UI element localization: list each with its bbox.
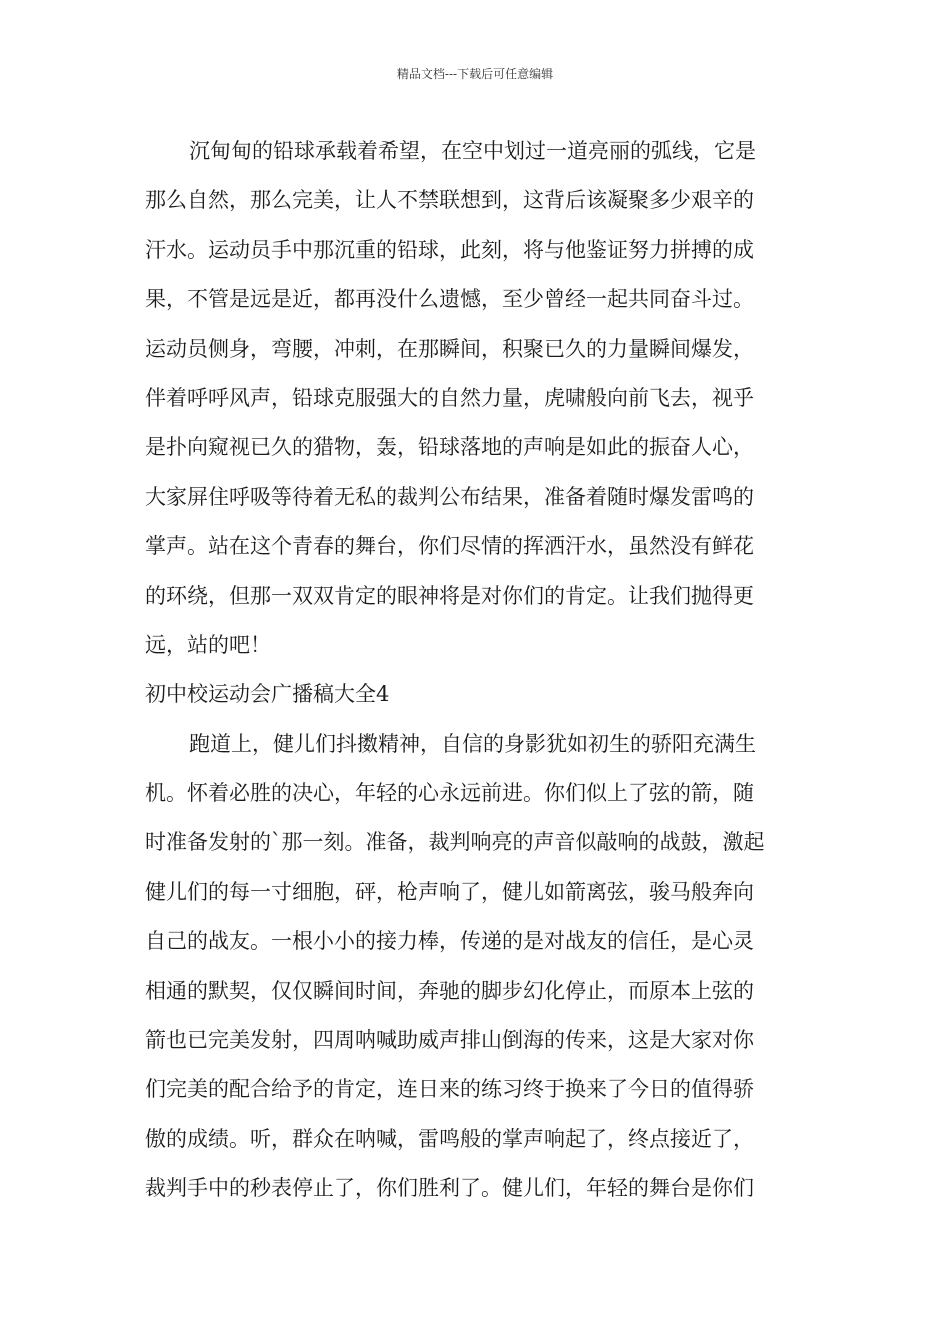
paragraph-line: 是扑向窥视已久的猎物，轰，铅球落地的声响是如此的振奋人心，: [145, 435, 754, 460]
paragraph-line: 那么自然，那么完美，让人不禁联想到，这背后该凝聚多少艰辛的: [145, 188, 754, 213]
paragraph-line: 沉甸甸的铅球承载着希望，在空中划过一道亮丽的弧线，它是: [189, 139, 756, 163]
document-body: [145, 127, 811, 1214]
paragraph-line: 机。怀着必胜的决心，年轻的心永远前进。你们似上了弦的箭，随: [145, 781, 754, 806]
paragraph-relay: [145, 720, 811, 1214]
paragraph-line: 时准备发射的`那一刻。准备，裁判响亮的声音似敲响的战鼓，激起: [145, 830, 765, 855]
page-header: 精品文档---下载后可任意编辑: [396, 67, 554, 81]
paragraph-line: 运动员侧身，弯腰，冲刺，在那瞬间，积聚已久的力量瞬间爆发，: [145, 336, 754, 361]
paragraph-line: 大家屏住呼吸等待着无私的裁判公布结果，准备着随时爆发雷鸣的: [145, 484, 754, 509]
paragraph-line: 果，不管是远是近，都再没什么遗憾，至少曾经一起共同奋斗过。: [145, 287, 754, 312]
paragraph-shot-put: [145, 127, 811, 670]
section-title: 初中校运动会广播稿大全4: [145, 682, 390, 707]
paragraph-line: 相通的默契，仅仅瞬间时间，奔驰的脚步幻化停止，而原本上弦的: [145, 978, 754, 1003]
paragraph-line: 们完美的配合给予的肯定，连日来的练习终于换来了今日的值得骄: [145, 1077, 754, 1102]
paragraph-line: 傲的成绩。听，群众在呐喊，雷鸣般的掌声响起了，终点接近了，: [145, 1126, 754, 1151]
paragraph-line: 箭也已完美发射，四周呐喊助威声排山倒海的传来，这是大家对你: [145, 1028, 754, 1053]
paragraph-line: 远，站的吧！: [145, 632, 271, 657]
paragraph-line: 跑道上，健儿们抖擞精神，自信的身影犹如初生的骄阳充满生: [189, 731, 756, 756]
paragraph-line: 裁判手中的秒表停止了，你们胜利了。健儿们，年轻的舞台是你们: [145, 1176, 754, 1201]
paragraph-line: 的环绕，但那一双双肯定的眼神将是对你们的肯定。让我们抛得更: [145, 583, 754, 608]
paragraph-line: 自己的战友。一根小小的接力棒，传递的是对战友的信任，是心灵: [145, 929, 754, 954]
paragraph-line: 掌声。站在这个青春的舞台，你们尽情的挥洒汗水，虽然没有鲜花: [145, 534, 754, 559]
paragraph-line: 汗水。运动员手中那沉重的铅球，此刻，将与他鉴证努力拼搏的成: [145, 237, 754, 262]
paragraph-line: 伴着呼呼风声，铅球克服强大的自然力量，虎啸般向前飞去，视乎: [145, 385, 754, 410]
paragraph-line: 健儿们的每一寸细胞，砰，枪声响了，健儿如箭离弦，骏马般奔向: [145, 879, 754, 904]
